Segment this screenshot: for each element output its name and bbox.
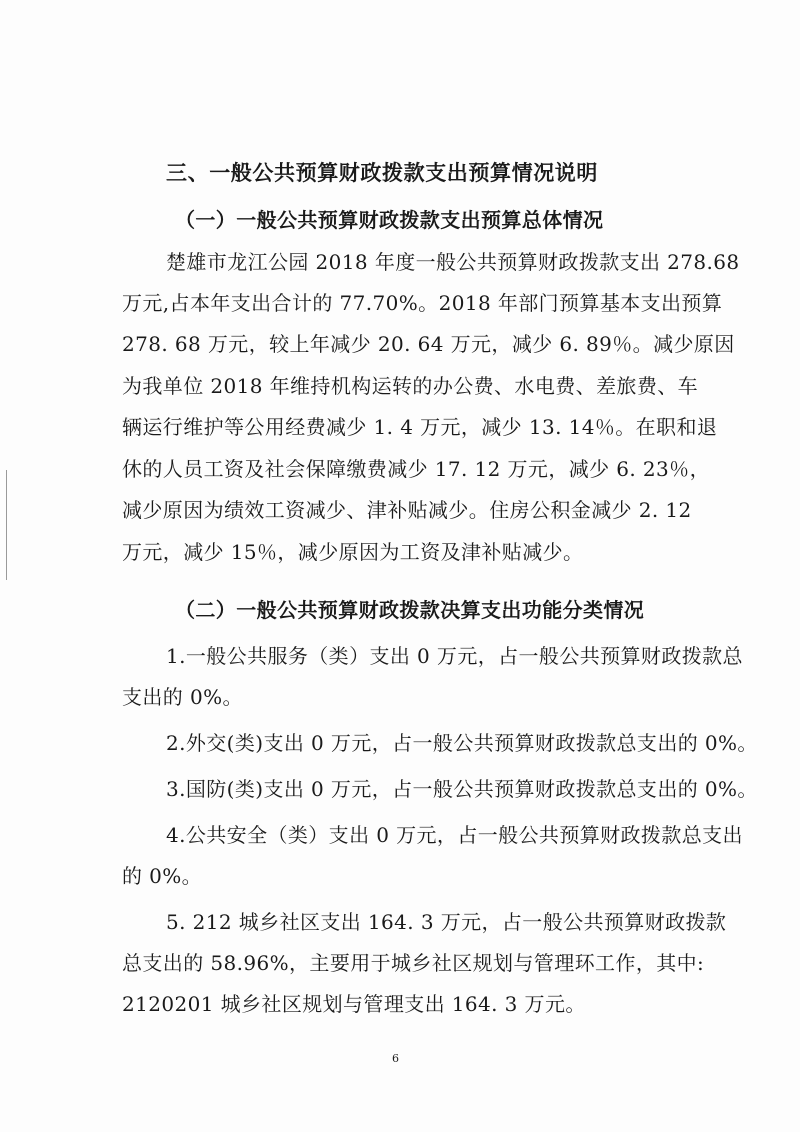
page-number: 6: [392, 1052, 399, 1065]
paragraph-1-line: 278. 68 万元，较上年减少 20. 64 万元，减少 6. 89％。减少原因: [122, 332, 735, 356]
paragraph-1-line: 万元,占本年支出合计的 77.70%。2018 年部门预算基本支出预算: [122, 291, 723, 315]
subsection-1-title: （一）一般公共预算财政拨款支出预算总体情况: [175, 208, 604, 232]
paragraph-1-line: 为我单位 2018 年维持机构运转的办公费、水电费、差旅费、车: [122, 374, 699, 398]
scan-artifact: [6, 470, 7, 580]
item-line: 4.公共安全（类）支出 0 万元，占一般公共预算财政拨款总支出: [166, 823, 743, 847]
item-line: 的 0%。: [122, 864, 203, 888]
paragraph-1-line: 减少原因为绩效工资减少、津补贴减少。住房公积金减少 2. 12: [122, 498, 692, 522]
paragraph-1-line: 楚雄市龙江公园 2018 年度一般公共预算财政拨款支出 278.68: [166, 250, 740, 274]
item-line: 总支出的 58.96%，主要用于城乡社区规划与管理环工作，其中:: [122, 951, 705, 975]
paragraph-1-line: 辆运行维护等公用经费减少 1. 4 万元，减少 13. 14％。在职和退: [122, 415, 718, 439]
item-line: 2120201 城乡社区规划与管理支出 164. 3 万元。: [122, 992, 586, 1016]
item-line: 2.外交(类)支出 0 万元，占一般公共预算财政拨款总支出的 0%。: [166, 731, 758, 755]
paragraph-1-line: 休的人员工资及社会保障缴费减少 17. 12 万元，减少 6. 23％，: [122, 457, 710, 481]
item-line: 支出的 0%。: [122, 685, 243, 709]
paragraph-1-line: 万元，减少 15％，减少原因为工资及津补贴减少。: [122, 540, 584, 564]
item-line: 5. 212 城乡社区支出 164. 3 万元，占一般公共预算财政拨款: [166, 910, 727, 934]
item-line: 1.一般公共服务（类）支出 0 万元，占一般公共预算财政拨款总: [166, 644, 743, 668]
section-title: 三、一般公共预算财政拨款支出预算情况说明: [166, 160, 598, 185]
item-line: 3.国防(类)支出 0 万元，占一般公共预算财政拨款总支出的 0%。: [166, 777, 758, 801]
subsection-2-title: （二）一般公共预算财政拨款决算支出功能分类情况: [175, 598, 645, 622]
